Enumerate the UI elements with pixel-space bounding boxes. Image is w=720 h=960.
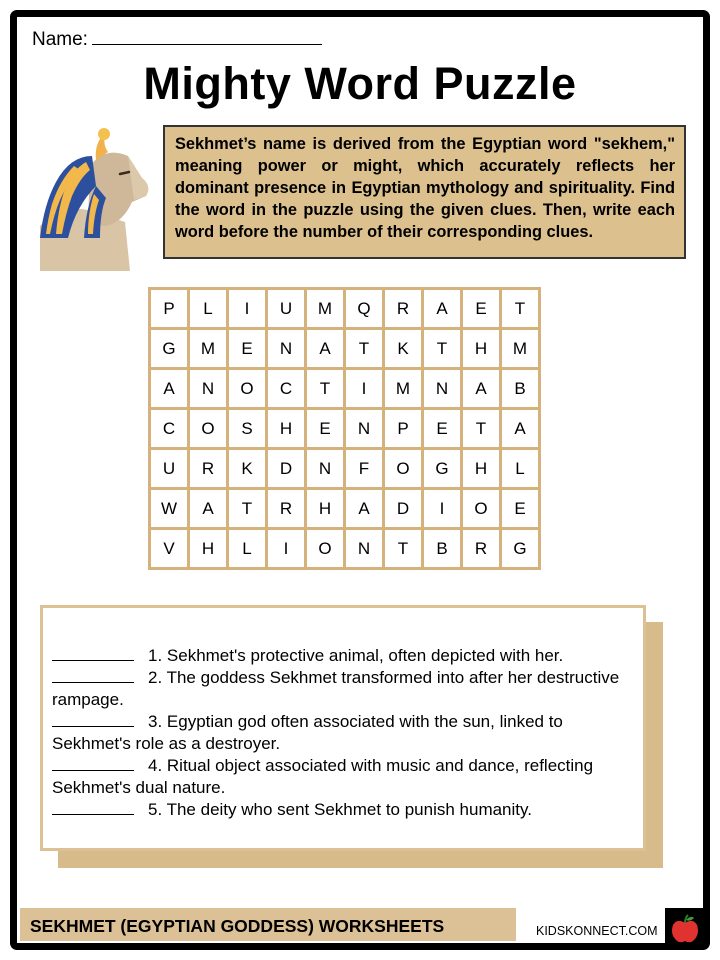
grid-row <box>150 409 540 449</box>
grid-cell[interactable]: L <box>501 449 540 489</box>
apple-logo-icon <box>665 908 705 948</box>
grid-cell[interactable]: T <box>384 529 423 569</box>
clue-3: 3. Egyptian god often associated with the sun, linked to Sekhmet's role as a destroyer. <box>52 712 563 753</box>
grid-cell[interactable]: R <box>189 449 228 489</box>
site-link[interactable]: KIDSKONNECT.COM <box>536 924 658 938</box>
grid-cell[interactable]: I <box>423 489 462 529</box>
grid-cell[interactable]: R <box>462 529 501 569</box>
grid-cell[interactable]: N <box>267 329 306 369</box>
grid-cell[interactable]: H <box>462 449 501 489</box>
grid-cell[interactable]: A <box>501 409 540 449</box>
clue-5: 5. The deity who sent Sekhmet to punish humanity. <box>52 799 635 821</box>
grid-cell[interactable]: O <box>189 409 228 449</box>
grid-cell[interactable]: A <box>150 369 189 409</box>
grid-cell[interactable]: M <box>384 369 423 409</box>
grid-cell[interactable]: G <box>150 329 189 369</box>
grid-cell[interactable]: C <box>267 369 306 409</box>
grid-cell[interactable]: N <box>345 529 384 569</box>
grid-cell[interactable]: R <box>384 289 423 329</box>
grid-cell[interactable]: V <box>150 529 189 569</box>
grid-cell[interactable]: T <box>306 369 345 409</box>
grid-cell[interactable]: A <box>306 329 345 369</box>
grid-cell[interactable]: M <box>306 289 345 329</box>
clue-2: 2. The goddess Sekhmet transformed into after her destructive rampage. <box>52 668 620 709</box>
grid-cell[interactable]: H <box>267 409 306 449</box>
answer-blank-3[interactable] <box>52 711 134 727</box>
grid-cell[interactable]: C <box>150 409 189 449</box>
grid-cell[interactable]: M <box>189 329 228 369</box>
grid-cell[interactable]: F <box>345 449 384 489</box>
grid-cell[interactable]: M <box>501 329 540 369</box>
answer-blank-5[interactable] <box>52 799 134 815</box>
grid-cell[interactable]: T <box>501 289 540 329</box>
grid-cell[interactable]: L <box>228 529 267 569</box>
grid-cell[interactable]: N <box>423 369 462 409</box>
grid-cell[interactable]: N <box>345 409 384 449</box>
grid-cell[interactable]: K <box>384 329 423 369</box>
sekhmet-lion-icon <box>30 126 155 271</box>
grid-cell[interactable]: G <box>501 529 540 569</box>
grid-cell[interactable]: L <box>189 289 228 329</box>
grid-cell[interactable]: P <box>384 409 423 449</box>
grid-cell[interactable]: A <box>189 489 228 529</box>
word-search-grid <box>148 287 541 570</box>
name-label: Name: <box>32 29 88 50</box>
grid-cell[interactable]: G <box>423 449 462 489</box>
clue-box <box>40 605 646 851</box>
clue-4: 4. Ritual object associated with music and dance, reflecting Sekhmet's dual nature. <box>52 756 594 797</box>
grid-cell[interactable]: D <box>267 449 306 489</box>
grid-cell[interactable]: E <box>501 489 540 529</box>
grid-cell[interactable]: O <box>462 489 501 529</box>
grid-cell[interactable]: A <box>462 369 501 409</box>
grid-cell[interactable]: O <box>384 449 423 489</box>
page-title: Mighty Word Puzzle <box>143 58 577 109</box>
intro-text: Sekhmet’s name is derived from the Egyptian word "sekhem," meaning power or might, which accurately reflects her dominant presence in Egyptian mythology and spirituality. Find the word in the puzzle using the given clues. Then, write each word before the number of their corresponding clues. <box>163 125 686 259</box>
grid-cell[interactable]: H <box>462 329 501 369</box>
grid-cell[interactable]: U <box>150 449 189 489</box>
grid-cell[interactable]: E <box>306 409 345 449</box>
grid-cell[interactable]: R <box>267 489 306 529</box>
grid-cell[interactable]: B <box>423 529 462 569</box>
grid-cell[interactable]: T <box>345 329 384 369</box>
grid-row <box>150 289 540 329</box>
grid-cell[interactable]: A <box>345 489 384 529</box>
name-blank[interactable] <box>92 26 322 45</box>
grid-cell[interactable]: O <box>306 529 345 569</box>
grid-cell[interactable]: U <box>267 289 306 329</box>
grid-row <box>150 529 540 569</box>
name-field[interactable] <box>32 26 322 51</box>
grid-cell[interactable]: K <box>228 449 267 489</box>
clue-1: 1. Sekhmet's protective animal, often depicted with her. <box>52 645 635 667</box>
grid-cell[interactable]: Q <box>345 289 384 329</box>
answer-blank-1[interactable] <box>52 645 134 661</box>
grid-cell[interactable]: I <box>345 369 384 409</box>
grid-cell[interactable]: D <box>384 489 423 529</box>
grid-row <box>150 489 540 529</box>
grid-cell[interactable]: I <box>267 529 306 569</box>
grid-cell[interactable]: O <box>228 369 267 409</box>
grid-cell[interactable]: E <box>228 329 267 369</box>
grid-cell[interactable]: W <box>150 489 189 529</box>
grid-cell[interactable]: P <box>150 289 189 329</box>
footer-title: SEKHMET (EGYPTIAN GODDESS) WORKSHEETS <box>20 908 516 941</box>
grid-cell[interactable]: H <box>306 489 345 529</box>
grid-row <box>150 449 540 489</box>
grid-row <box>150 369 540 409</box>
grid-cell[interactable]: E <box>462 289 501 329</box>
grid-cell[interactable]: N <box>189 369 228 409</box>
answer-blank-4[interactable] <box>52 755 134 771</box>
grid-cell[interactable]: B <box>501 369 540 409</box>
grid-row <box>150 329 540 369</box>
grid-cell[interactable]: E <box>423 409 462 449</box>
grid-cell[interactable]: I <box>228 289 267 329</box>
grid-cell[interactable]: T <box>228 489 267 529</box>
grid-cell[interactable]: N <box>306 449 345 489</box>
grid-cell[interactable]: T <box>423 329 462 369</box>
grid-cell[interactable]: S <box>228 409 267 449</box>
answer-blank-2[interactable] <box>52 667 134 683</box>
grid-cell[interactable]: H <box>189 529 228 569</box>
grid-cell[interactable]: T <box>462 409 501 449</box>
grid-cell[interactable]: A <box>423 289 462 329</box>
